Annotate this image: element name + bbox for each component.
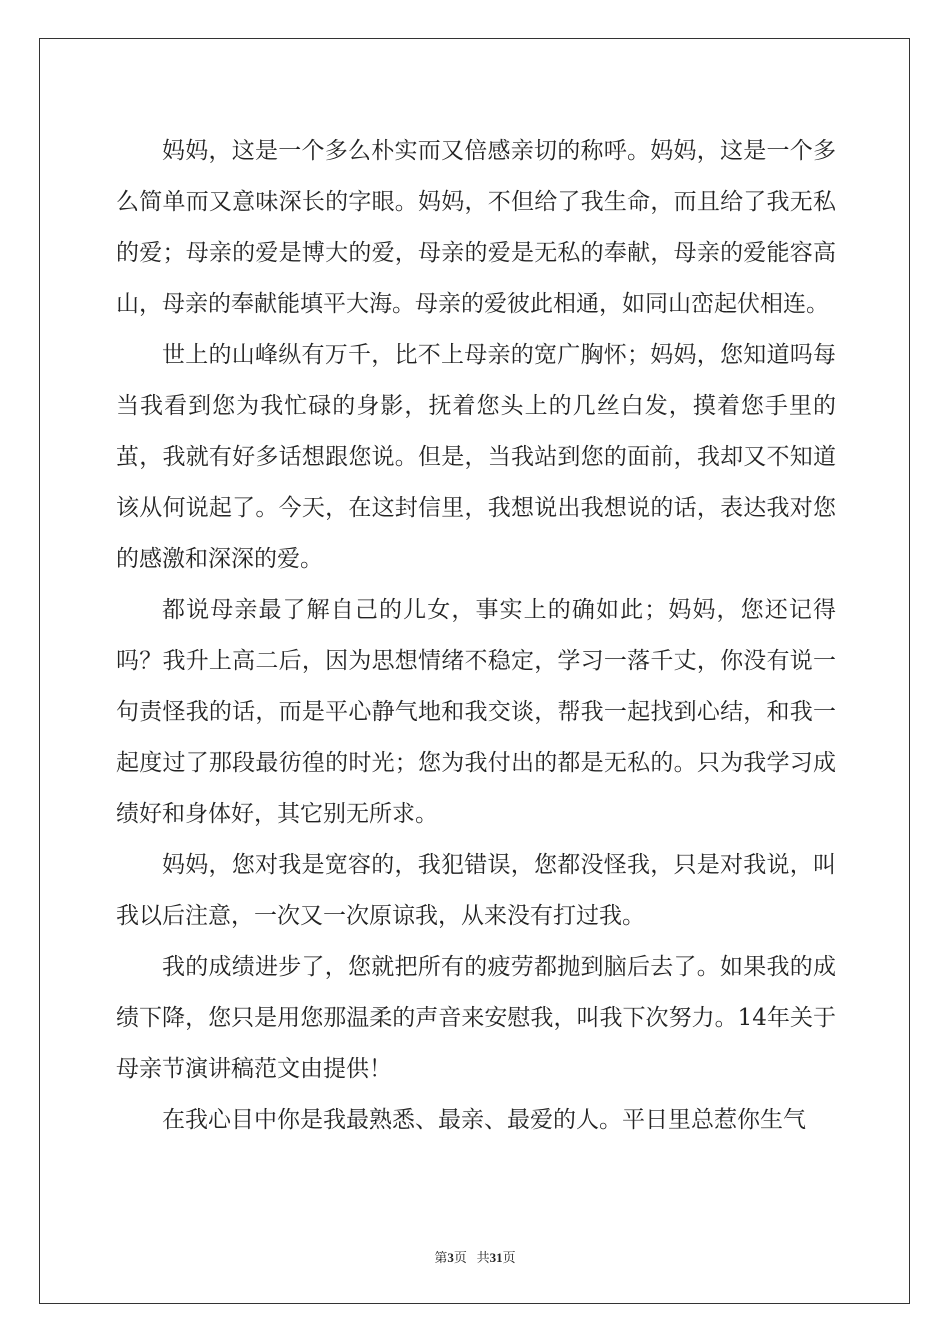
paragraph-1: 妈妈，这是一个多么朴实而又倍感亲切的称呼。妈妈，这是一个多么简单而又意味深长的字眼。妈妈，不但给了我生命，而且给了我无私的爱；母亲的爱是博大的爱，母亲的爱是无私的奉献，母亲的爱能容高山，母亲的奉献能填平大海。母亲的爱彼此相通，如同山峦起伏相连。 (116, 138, 836, 317)
page-total: 31 (489, 1250, 503, 1265)
paragraph-2: 世上的山峰纵有万千，比不上母亲的宽广胸怀；妈妈，您知道吗每当我看到您为我忙碌的身影，抚着您头上的几丝白发，摸着您手里的茧，我就有好多话想跟您说。但是，当我站到您的面前，我却又不知道该从何说起了。今天，在这封信里，我想说出我想说的话，表达我对您的感激和深深的爱。 (116, 342, 836, 572)
total-prefix: 共 (476, 1250, 490, 1265)
paragraph-3: 都说母亲最了解自己的儿女，事实上的确如此；妈妈，您还记得吗？我升上高二后，因为思想情绪不稳定，学习一落千丈，你没有说一句责怪我的话，而是平心静气地和我交谈，帮我一起找到心结，和我一起度过了那段最彷徨的时光；您为我付出的都是无私的。只为我学习成绩好和身体好，其它别无所求。 (116, 597, 836, 827)
page-suffix: 页 (453, 1250, 467, 1265)
total-suffix: 页 (502, 1250, 516, 1265)
page-number-footer (0, 1247, 950, 1266)
paragraph-5: 我的成绩进步了，您就把所有的疲劳都抛到脑后去了。如果我的成绩下降，您只是用您那温柔的声音来安慰我，叫我下次努力。14年关于母亲节演讲稿范文由提供！ (116, 954, 836, 1082)
page-prefix: 第 (434, 1250, 448, 1265)
paragraph-6: 在我心目中你是我最熟悉、最亲、最爱的人。平日里总惹你生气 (162, 1107, 806, 1133)
document-body (116, 126, 836, 1146)
page-current: 3 (447, 1250, 454, 1265)
paragraph-4: 妈妈，您对我是宽容的，我犯错误，您都没怪我，只是对我说，叫我以后注意，一次又一次原谅我，从来没有打过我。 (116, 852, 836, 929)
